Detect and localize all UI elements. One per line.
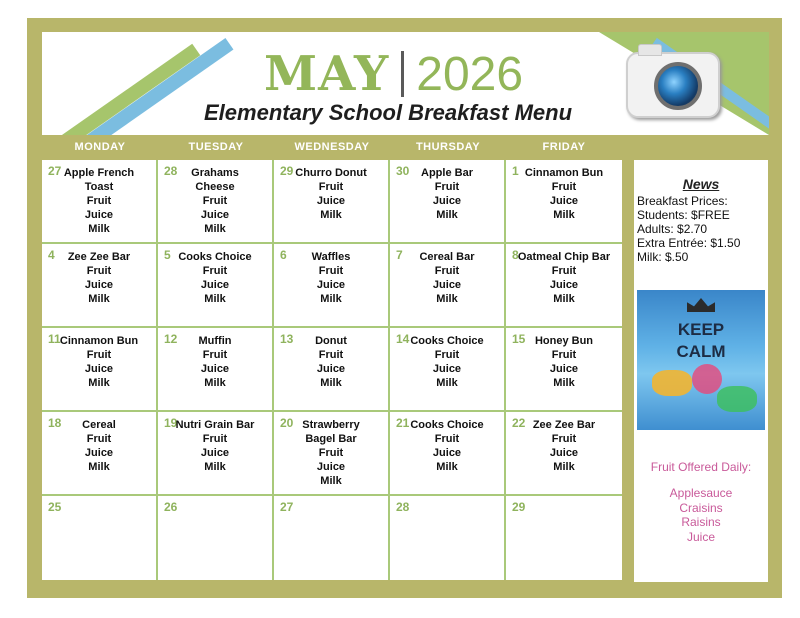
menu-items: [42, 418, 156, 474]
day-header-thursday: THURSDAY: [415, 141, 481, 153]
menu-item: Milk: [204, 293, 226, 305]
menu-item: Fruit: [434, 349, 460, 361]
menu-item: Milk: [553, 461, 575, 473]
menu-item: Juice: [84, 279, 114, 291]
menu-item: Fruit: [202, 195, 228, 207]
sidebar: [634, 160, 768, 582]
day-number: 25: [48, 500, 62, 514]
menu-item: Cinnamon Bun: [524, 167, 604, 179]
menu-item: Juice: [549, 195, 579, 207]
menu-item: Fruit: [551, 265, 577, 277]
menu-item: Juice: [316, 279, 346, 291]
menu-items: [390, 334, 504, 390]
menu-item: Milk: [88, 461, 110, 473]
menu-item: Milk: [436, 293, 458, 305]
day-cell: [158, 160, 274, 244]
day-cell: [390, 244, 506, 328]
day-number: 20: [280, 416, 294, 430]
menu-item: Juice: [84, 447, 114, 459]
menu-item: Juice: [316, 195, 346, 207]
menu-item: Strawberry: [302, 419, 360, 431]
menu-item: Cereal: [82, 419, 116, 431]
menu-item: Muffin: [198, 335, 232, 347]
day-number: 27: [48, 164, 62, 178]
news-title: News: [682, 176, 720, 192]
day-number: 5: [164, 248, 171, 262]
menu-item: Juice: [432, 363, 462, 375]
day-cell: [506, 160, 622, 244]
news-line: Extra Entrée: $1.50: [637, 236, 741, 250]
menu-item: Grahams: [191, 167, 239, 179]
menu-item: Waffles: [311, 251, 351, 263]
menu-item: Milk: [88, 377, 110, 389]
day-cell: [390, 328, 506, 412]
menu-items: [506, 166, 622, 222]
menu-item: Fruit: [551, 433, 577, 445]
poster-decor: [692, 364, 722, 394]
news-line: Adults: $2.70: [637, 222, 708, 236]
menu-item: Cheese: [195, 181, 235, 193]
day-cell: [506, 496, 622, 580]
menu-items: [42, 166, 156, 236]
title-divider: [401, 51, 404, 97]
menu-item: Fruit: [202, 265, 228, 277]
day-number: 8: [512, 248, 519, 262]
menu-items: [274, 418, 388, 488]
menu-item: Juice: [200, 279, 230, 291]
day-header-wednesday: WEDNESDAY: [294, 141, 370, 153]
day-cell: [506, 244, 622, 328]
day-number: 19: [164, 416, 178, 430]
menu-item: Milk: [436, 377, 458, 389]
menu-item: Fruit: [434, 181, 460, 193]
menu-item: Juice: [549, 279, 579, 291]
crown-icon: [687, 298, 715, 312]
day-number: 15: [512, 332, 526, 346]
day-cell: [158, 412, 274, 496]
menu-items: [158, 418, 272, 474]
day-cell: [390, 496, 506, 580]
day-number: 26: [164, 500, 178, 514]
day-number: 1: [512, 164, 519, 178]
menu-item: Fruit: [202, 433, 228, 445]
menu-item: Milk: [88, 293, 110, 305]
day-cell: [42, 412, 158, 496]
menu-item: Milk: [553, 209, 575, 221]
menu-item: Juice: [432, 279, 462, 291]
news-line: Milk: $.50: [637, 250, 689, 264]
fruit-item: Raisins: [681, 515, 721, 529]
day-number: 30: [396, 164, 410, 178]
calendar-header: [42, 32, 769, 135]
news-line: Breakfast Prices:: [637, 194, 728, 208]
fruit-item: Juice: [686, 529, 715, 544]
menu-item: Fruit: [318, 181, 344, 193]
day-cell: [42, 328, 158, 412]
menu-item: Milk: [204, 377, 226, 389]
day-number: 4: [48, 248, 55, 262]
menu-item: Milk: [204, 223, 226, 235]
menu-item: Milk: [553, 293, 575, 305]
menu-item: Fruit: [86, 349, 112, 361]
menu-item: Juice: [316, 461, 346, 473]
menu-item: Juice: [200, 209, 230, 221]
day-cell: [274, 328, 390, 412]
day-number: 12: [164, 332, 178, 346]
menu-item: Fruit: [551, 181, 577, 193]
menu-items: [390, 166, 504, 222]
camera-lens: [654, 62, 702, 110]
menu-items: [42, 334, 156, 390]
day-number: 21: [396, 416, 410, 430]
day-cell: [42, 496, 158, 580]
menu-item: Juice: [200, 363, 230, 375]
day-cell: [274, 412, 390, 496]
menu-item: Fruit: [434, 433, 460, 445]
day-cell: [274, 160, 390, 244]
year-title: 2026: [416, 47, 524, 101]
news-lines: [637, 194, 740, 264]
day-header-tuesday: TUESDAY: [188, 141, 244, 153]
menu-item: Cooks Choice: [178, 251, 252, 263]
menu-grid: [42, 160, 622, 580]
keep-calm-poster: [637, 290, 765, 430]
fruit-item: Craisins: [679, 500, 723, 515]
menu-item: Apple Bar: [421, 167, 473, 179]
menu-item: Zee Zee Bar: [532, 419, 596, 431]
menu-item: Juice: [84, 363, 114, 375]
menu-item: Honey Bun: [534, 335, 594, 347]
menu-item: Milk: [320, 475, 342, 487]
menu-items: [274, 166, 388, 222]
day-cell: [42, 160, 158, 244]
menu-item: Milk: [320, 293, 342, 305]
month-title: MAY: [264, 46, 390, 102]
menu-items: [158, 334, 272, 390]
day-cell: [390, 412, 506, 496]
day-number: 28: [396, 500, 410, 514]
day-cell: [390, 160, 506, 244]
menu-item: Milk: [320, 209, 342, 221]
menu-item: Oatmeal Chip Bar: [517, 251, 611, 263]
day-cell: [158, 328, 274, 412]
day-number: 6: [280, 248, 287, 262]
menu-item: Toast: [84, 181, 114, 193]
menu-items: [158, 166, 272, 236]
menu-item: Milk: [436, 461, 458, 473]
day-number: 13: [280, 332, 294, 346]
poster-line-2: CALM: [676, 342, 726, 361]
fruit-title: Fruit Offered Daily:: [650, 460, 752, 474]
menu-item: Fruit: [318, 265, 344, 277]
menu-item: Juice: [549, 363, 579, 375]
menu-item: Cinnamon Bun: [59, 335, 139, 347]
fruit-list: [634, 486, 768, 544]
menu-item: Cooks Choice: [410, 419, 484, 431]
menu-item: Fruit: [86, 265, 112, 277]
day-cell: [506, 412, 622, 496]
menu-item: Fruit: [86, 195, 112, 207]
menu-item: Milk: [436, 209, 458, 221]
poster-decor: [717, 386, 757, 412]
camera-flash: [638, 44, 662, 56]
menu-items: [274, 250, 388, 306]
title-row: [264, 46, 523, 102]
menu-item: Juice: [316, 363, 346, 375]
day-number: 14: [396, 332, 410, 346]
news-line: Students: $FREE: [637, 208, 730, 222]
menu-item: Milk: [553, 377, 575, 389]
menu-item: Fruit: [318, 349, 344, 361]
day-number: 7: [396, 248, 403, 262]
menu-item: Milk: [88, 223, 110, 235]
day-number: 22: [512, 416, 526, 430]
poster-line-1: KEEP: [677, 320, 725, 339]
menu-items: [390, 418, 504, 474]
menu-item: Juice: [200, 447, 230, 459]
menu-item: Apple French: [63, 167, 135, 179]
menu-item: Fruit: [551, 349, 577, 361]
day-number: 27: [280, 500, 294, 514]
menu-items: [158, 250, 272, 306]
menu-item: Nutri Grain Bar: [175, 419, 255, 431]
menu-items: [42, 250, 156, 306]
day-header-friday: FRIDAY: [542, 141, 586, 153]
menu-item: Juice: [432, 447, 462, 459]
menu-item: Juice: [84, 209, 114, 221]
menu-item: Milk: [320, 377, 342, 389]
menu-item: Fruit: [318, 447, 344, 459]
day-cell: [506, 328, 622, 412]
day-number: 28: [164, 164, 178, 178]
page-subtitle: Elementary School Breakfast Menu: [204, 100, 573, 125]
menu-item: Cereal Bar: [419, 251, 475, 263]
day-number: 11: [48, 332, 61, 346]
menu-item: Cooks Choice: [410, 335, 484, 347]
day-cell: [158, 496, 274, 580]
menu-item: Juice: [432, 195, 462, 207]
menu-items: [506, 418, 622, 474]
menu-item: Milk: [204, 461, 226, 473]
menu-items: [506, 334, 622, 390]
camera-icon: [626, 52, 720, 118]
menu-item: Juice: [549, 447, 579, 459]
fruit-item: Applesauce: [669, 486, 733, 500]
day-cell: [274, 496, 390, 580]
day-number: 29: [512, 500, 526, 514]
menu-item: Donut: [315, 335, 347, 347]
menu-items: [390, 250, 504, 306]
day-number: 29: [280, 164, 294, 178]
day-cell: [158, 244, 274, 328]
menu-item: Churro Donut: [295, 167, 367, 179]
menu-item: Fruit: [202, 349, 228, 361]
day-header-monday: MONDAY: [74, 141, 126, 153]
menu-item: Fruit: [434, 265, 460, 277]
menu-items: [274, 334, 388, 390]
menu-item: Zee Zee Bar: [67, 251, 131, 263]
day-cell: [274, 244, 390, 328]
menu-item: Fruit: [86, 433, 112, 445]
day-cell: [42, 244, 158, 328]
poster-decor: [652, 370, 692, 396]
menu-item: Bagel Bar: [305, 433, 357, 445]
menu-items: [506, 250, 622, 306]
day-number: 18: [48, 416, 62, 430]
